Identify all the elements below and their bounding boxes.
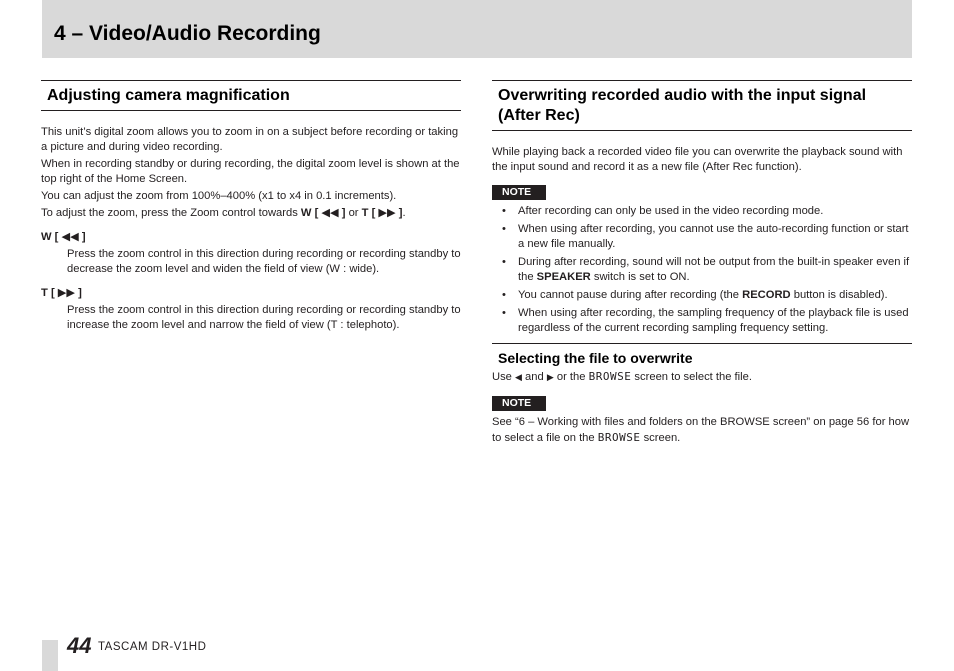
paragraph-zoom-range: You can adjust the zoom from 100%–400% (x1 to x4 in 0.1 increments). <box>41 190 397 202</box>
bullet-icon: • <box>502 223 506 235</box>
list-item: • After recording can only be used in the video recording mode. <box>502 205 824 217</box>
section-heading-after-rec: Overwriting recorded audio with the input signal (After Rec) <box>492 80 912 131</box>
zoom-line-or: or <box>345 207 362 219</box>
list-item: • When using after recording, the sampling frequency of the playback file is used regardless of the current recording sampling frequency setting. <box>502 307 909 334</box>
paragraph-select-file: Use ◀ and ▶ or the BROWSE screen to select the file. <box>492 370 752 383</box>
notes-box <box>492 204 912 344</box>
list-item: • When using after recording, you cannot use the auto-recording function or start a new file manually. <box>502 223 909 250</box>
right-column <box>492 80 912 448</box>
left-column <box>41 80 461 333</box>
list-item: • You cannot pause during after recording (the RECORD button is disabled). <box>502 289 888 301</box>
paragraph-after-rec-intro: While playing back a recorded video file you can overwrite the playback sound with the input sound and record it as a new file (After Rec function). <box>492 146 903 173</box>
list-item: • During after recording, sound will not be output from the built-in speaker even if the SPEAKER switch is set to ON. <box>502 256 910 283</box>
speaker-switch-label: SPEAKER <box>536 271 591 283</box>
right-arrow-icon: ▶ <box>546 373 554 383</box>
section-heading-camera-magnification: Adjusting camera magnification <box>41 80 461 111</box>
chapter-header <box>42 0 912 58</box>
note-badge: NOTE <box>492 396 546 411</box>
term-w-description: Press the zoom control in this direction during recording or recording standby to decrease the zoom level and widen the field of view (W : wide). <box>67 248 461 275</box>
bullet-icon: • <box>502 289 506 301</box>
notes-list <box>492 204 912 336</box>
bullet-icon: • <box>502 205 506 217</box>
browse-screen-label: BROWSE <box>597 431 641 444</box>
footer-bar <box>42 640 58 671</box>
term-t-telephoto: T [ ▶▶ ] <box>41 287 82 299</box>
zoom-t-label: T [ ▶▶ ] <box>361 207 403 219</box>
subheading-select-file: Selecting the file to overwrite <box>498 350 693 366</box>
product-name: TASCAM DR-V1HD <box>98 641 207 653</box>
note-badge: NOTE <box>492 185 546 200</box>
bullet-icon: • <box>502 307 506 319</box>
left-arrow-icon: ◀ <box>515 373 522 383</box>
page-number: 44 <box>67 633 92 658</box>
browse-screen-label: BROWSE <box>588 370 632 383</box>
term-t-description: Press the zoom control in this direction during recording or recording standby to increase the zoom level and narrow the field of view (T : telephoto). <box>67 304 461 331</box>
paragraph-zoom-level-display: When in recording standby or during recording, the digital zoom level is shown at the top right of the Home Screen. <box>41 158 460 185</box>
record-button-label: RECORD <box>742 289 791 301</box>
term-w-wide: W [ ◀◀ ] <box>41 231 86 243</box>
paragraph-digital-zoom: This unit’s digital zoom allows you to zoom in on a subject before recording or taking a picture and during video recording. <box>41 126 459 153</box>
bullet-icon: • <box>502 256 506 268</box>
zoom-line-suffix: . <box>402 207 406 219</box>
chapter-title: 4 – Video/Audio Recording <box>54 22 321 45</box>
zoom-w-label: W [ ◀◀ ] <box>300 207 346 219</box>
paragraph-note-browse: See “6 – Working with files and folders on the BROWSE screen” on page 56 for how to select a file on the BROWSE screen. <box>492 416 910 444</box>
paragraph-zoom-control <box>41 206 461 221</box>
zoom-line-prefix: To adjust the zoom, press the Zoom control towards <box>41 207 301 219</box>
